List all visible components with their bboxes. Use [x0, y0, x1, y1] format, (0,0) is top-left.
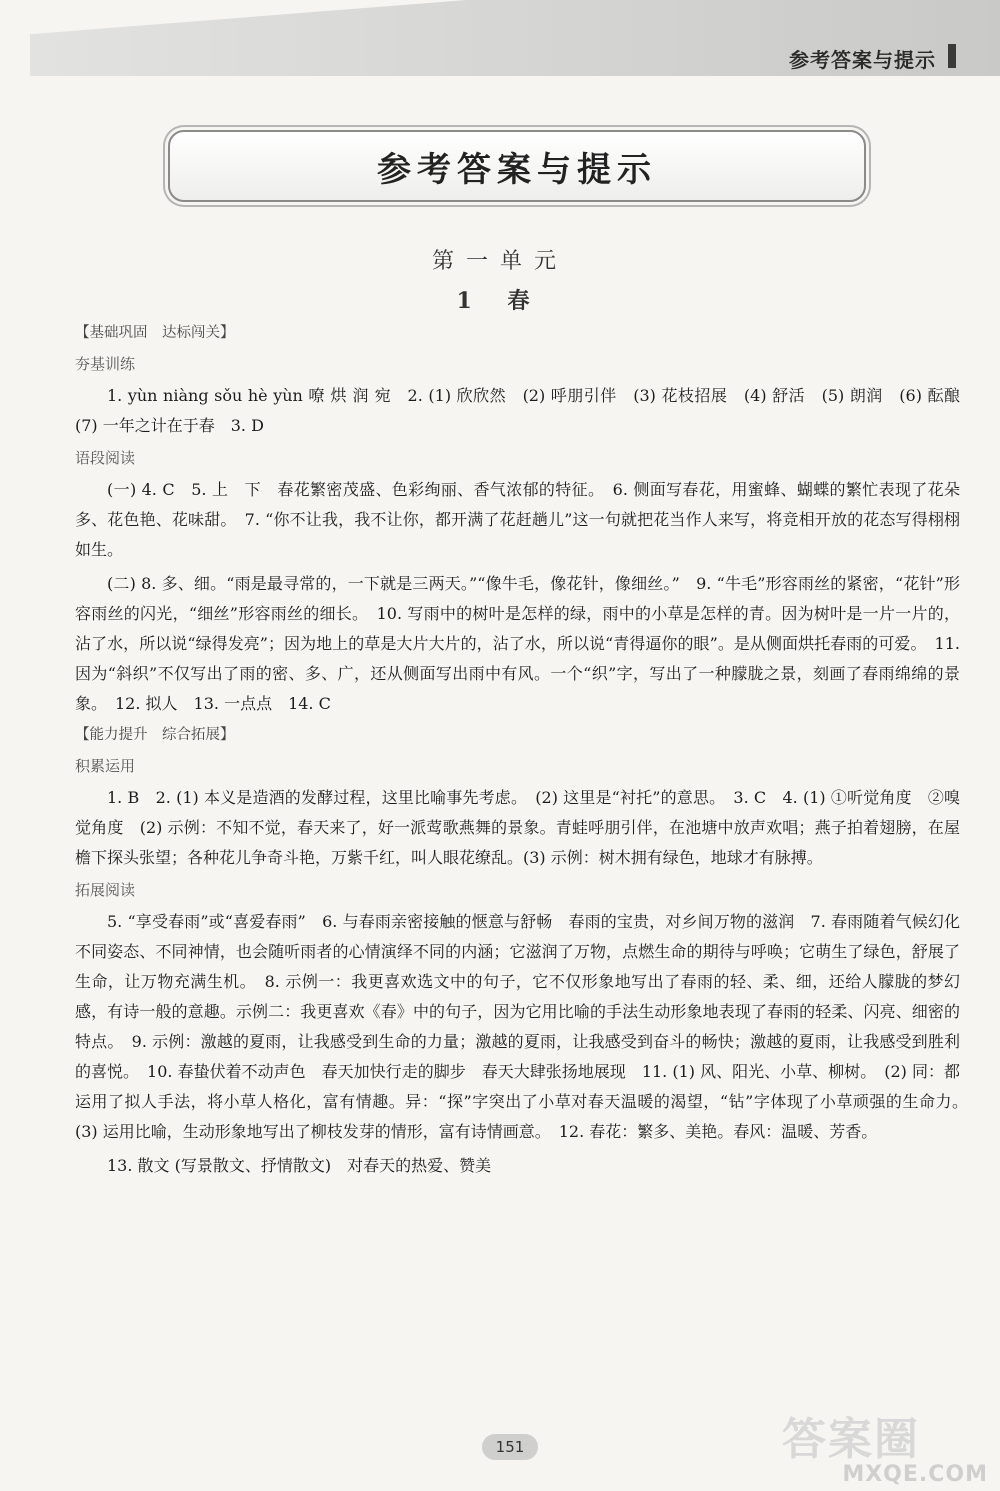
- subsection-heading: 积累运用: [75, 757, 136, 775]
- header-marker: [948, 44, 956, 68]
- answer-paragraph: (一) 4. C 5. 上 下 春花繁密茂盛、色彩绚丽、香气浓郁的特征。 6. 侧面写春花，用蜜蜂、蝴蝶的繁忙表现了花朵多、花色艳、花味甜。 7. “你不让我，我不让你，都开满了花赶趟儿”这一句就把花当作人来写，将竞相开放的花态写得栩栩如生。: [75, 480, 960, 559]
- main-title: 参考答案与提示: [377, 149, 657, 190]
- subsection-heading: 拓展阅读: [75, 881, 136, 899]
- subsection-heading: 语段阅读: [75, 449, 136, 467]
- watermark-site: MXQE.COM: [842, 1462, 988, 1487]
- answer-paragraph: 5. “享受春雨”或“喜爱春雨” 6. 与春雨亲密接触的惬意与舒畅 春雨的宝贵，对乡间万物的滋润 7. 春雨随着气候幻化不同姿态、不同神情，也会随听雨者的心情演绎不同的内涵；它滋润了万物，点燃生命的期待与呼唤；它萌生了绿色，舒展了生命，让万物充满生机。 8. 示例一：我更喜欢选文中的句子，它不仅形象地写出了春雨的轻、柔、细，还给人朦胧的梦幻感，有诗一般的意趣。示例二：我更喜欢《春》中的句子，因为它用比喻的手法生动形象地表现了春雨的轻柔、闪亮、细密的特点。 9. 示例：激越的夏雨，让我感受到生命的力量；激越的夏雨，让我感受到奋斗的畅快；激越的夏雨，让我感受到胜利的喜悦。 10. 春蛰伏着不动声色 春天加快行走的脚步 春天大肆张扬地展现 11. (1) 风、阳光、小草、柳树。 (2) 同：都运用了拟人手法，将小草人格化，富有情趣。异：“探”字突出了小草对春天温暖的渴望，“钻”字体现了小草顽强的生命力。 (3) 运用比喻，生动形象地写出了柳枝发芽的情形，富有诗情画意。 12. 春花：繁多、美艳。春风：温暖、芳香。: [75, 912, 977, 1141]
- running-header: 参考答案与提示: [789, 48, 936, 72]
- section-heading: 【基础巩固 达标闯关】: [75, 325, 235, 341]
- answer-paragraph: (二) 8. 多、细。“雨是最寻常的，一下就是三两天。”“像牛毛，像花针，像细丝。” 9. “牛毛”形容雨丝的紧密，“花针”形容雨丝的闪光，“细丝”形容雨丝的细长。 10. 写雨中的树叶是怎样的绿，雨中的小草是怎样的青。因为树叶是一片一片的，沾了水，所以说“绿得发亮”；因为地上的草是大片大片的，沾了水，所以说“青得逼你的眼”。是从侧面烘托春雨的可爱。 11. 因为“斜织”不仅写出了雨的密、多、广，还从侧面写出雨中有风。一个“织”字，写出了一种朦胧之景，刻画了春雨绵绵的景象。 12. 拟人 13. 一点点 14. C: [75, 574, 960, 713]
- unit-title: 第一单元: [431, 249, 568, 274]
- answer-paragraph: 1. yùn niàng sǒu hè yùn 嘹 烘 润 宛 2. (1) 欣欣然 (2) 呼朋引伴 (3) 花枝招展 (4) 舒活 (5) 朗润 (6) 酝酿 (7) 一年之计在于春 3. D: [75, 386, 977, 435]
- lesson-title: 1 春: [456, 288, 544, 314]
- answer-paragraph: 1. B 2. (1) 本义是造酒的发酵过程，这里比喻事先考虑。 (2) 这里是“衬托”的意思。 3. C 4. (1) ①听觉角度 ②嗅觉角度 (2) 示例：不知不觉，春天来了，好一派莺歌燕舞的景象。青蛙呼朋引伴，在池塘中放声欢唱；燕子拍着翅膀，在屋檐下探头张望；各种花儿争奇斗艳，万紫千红，叫人眼花缭乱。(3) 示例：树木拥有绿色，地球才有脉搏。: [75, 788, 960, 867]
- subsection-heading: 夯基训练: [75, 355, 136, 373]
- page-number: 151: [482, 1434, 538, 1460]
- answer-paragraph: 13. 散文 (写景散文、抒情散文) 对春天的热爱、赞美: [107, 1156, 492, 1175]
- main-title-box: [168, 130, 866, 202]
- section-heading: 【能力提升 综合拓展】: [75, 727, 235, 743]
- answer-content: [75, 318, 977, 1182]
- watermark-logo-icon: 答案圈: [782, 1414, 920, 1465]
